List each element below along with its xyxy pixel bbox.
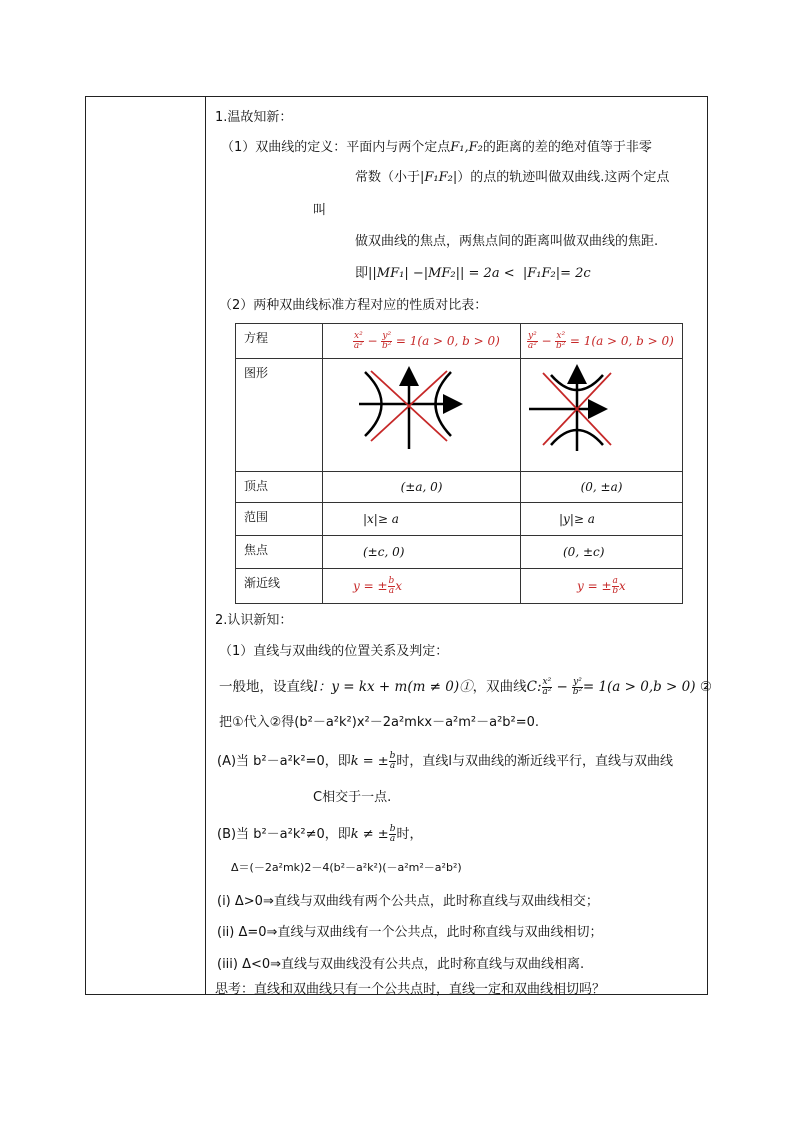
frac-num: y²: [382, 330, 392, 341]
frac-den: a: [389, 761, 396, 771]
case-a-prefix: (A)当 b²－a²k²=0，即: [217, 754, 351, 769]
case-ii-line: (ii) Δ=0⇒直线与双曲线有一个公共点，此时称直线与双曲线相切；: [217, 925, 603, 940]
table-row: [236, 472, 683, 503]
range-cell-1: |x|≥ a: [323, 503, 521, 536]
case-a-line: [217, 750, 673, 771]
asym-prefix: y = ±: [577, 578, 612, 593]
vertical-hyperbola-graph: [521, 359, 683, 468]
frac-num: x²: [354, 330, 363, 341]
focus-cell-2: (0, ±c): [521, 536, 683, 569]
case-a-k: k = ±: [350, 754, 389, 769]
think-question: 思考：直线和双曲线只有一个公共点时，直线一定和双曲线相切吗？: [215, 982, 606, 997]
discriminant-line: Δ＝(－2a²mk)2－4(b²－a²k²)(－a²m²－a²b²): [231, 861, 462, 874]
row-label: 渐近线: [236, 569, 323, 604]
case-b-prefix: (B)当 b²－a²k²≠0，即: [217, 827, 351, 842]
line5-formula: ||MF₁| −|MF₂|| = 2a <: [368, 266, 515, 281]
vertex-cell-1: (±a, 0): [323, 472, 521, 503]
equation-cell-1: $\frac{\text{x²}}{\text{a²}}$ − $\frac{\text{y²}}{\text{b²}}$ = 1(a > 0, b > 0): [323, 324, 521, 359]
frac-den: b²: [556, 340, 566, 351]
frac-num: y²: [528, 330, 537, 341]
line2-prefix: 常数（小于: [355, 170, 421, 185]
graph-cell-vertical: [521, 359, 683, 472]
case-b-k: k ≠ ±: [350, 827, 389, 842]
frac-den: a²: [527, 340, 537, 351]
property-table: [235, 323, 683, 604]
definition-prefix: （1）双曲线的定义：平面内与两个定点: [221, 140, 451, 155]
row-label: 顶点: [236, 472, 323, 503]
equation-tail: = 1(a > 0, b > 0): [392, 333, 500, 348]
case-a-suffix: 时，直线l与双曲线的渐近线平行，直线与双曲线: [396, 754, 674, 769]
horizontal-hyperbola-graph: [323, 359, 521, 468]
section1-heading: 1.温故知新：: [215, 110, 293, 125]
table-row: [236, 359, 683, 472]
line2-suffix: ）的点的轨迹叫做双曲线.这两个定点: [457, 170, 670, 185]
row-label: 范围: [236, 503, 323, 536]
fraction: [527, 332, 538, 351]
definition-line-3: 叫: [313, 203, 327, 218]
definition-line-5: [355, 262, 591, 281]
definition-line-1: [221, 136, 652, 155]
circled-two: ②: [699, 679, 712, 695]
definition-line-4: 做双曲线的焦点，两焦点间的距离叫做双曲线的焦距.: [355, 234, 659, 249]
frac-den: b²: [382, 340, 392, 351]
table-row: [236, 569, 683, 604]
frac-den: b²: [572, 686, 583, 697]
fraction: [353, 332, 364, 351]
row-label: 焦点: [236, 536, 323, 569]
column-divider: [205, 97, 206, 994]
general-prefix: 一般地，设直线: [219, 679, 314, 695]
line2-abs: |F₁F₂|: [420, 170, 458, 185]
frac-num: y²: [573, 676, 582, 687]
section2-heading: 2.认识新知：: [215, 613, 293, 628]
frac-num: b: [389, 824, 396, 834]
frac-num: x²: [556, 330, 566, 341]
fraction: [555, 332, 566, 351]
vertex-cell-2: (0, ±a): [521, 472, 683, 503]
definition-line-2: [355, 166, 669, 185]
focus-cell-1: (±c, 0): [323, 536, 521, 569]
fraction: [572, 678, 583, 697]
equation-cell-2: $\frac{\text{y²}}{\text{a²}}$ − $\frac{\text{x²}}{\text{b²}}$ = 1(a > 0, b > 0): [521, 324, 683, 359]
foci-symbols: F₁,F₂: [450, 140, 483, 155]
fraction: [612, 577, 619, 596]
table-row: [236, 503, 683, 536]
case-i-line: (i) Δ>0⇒直线与双曲线有两个公共点，此时称直线与双曲线相交；: [217, 894, 599, 909]
asym-suffix: x: [618, 578, 626, 593]
case-b-suffix: 时，: [396, 827, 423, 842]
curve-prefix: C:: [526, 679, 542, 695]
curve-tail: = 1(a > 0,b > 0): [582, 679, 696, 695]
fraction: [542, 678, 553, 697]
fraction: [381, 332, 392, 351]
row-label: 方程: [236, 324, 323, 359]
line5-prefix: 即: [355, 266, 369, 281]
asymptote-cell-1: [323, 569, 521, 604]
frac-den: a²: [542, 686, 552, 697]
table-row: [236, 324, 683, 359]
frac-num: a: [612, 575, 618, 586]
line5-tail: |F₁F₂|= 2c: [522, 266, 591, 281]
definition-suffix: 的距离的差的绝对值等于非零: [482, 140, 652, 155]
asymptote-cell-2: [521, 569, 683, 604]
frac-den: a²: [353, 340, 363, 351]
frac-num: b: [389, 751, 396, 761]
frac-den: b: [612, 585, 619, 596]
general-setup-line: 一般地，设直线l：y = kx + m(m ≠ 0)①，双曲线C: $\frac{\text{x²}}{\text{a²}}$ − $\frac{\text{y²}}{\text{b²}}$ = 1(a > 0,b > 0) ②: [219, 676, 712, 697]
equation-tail: = 1(a > 0, b > 0): [566, 333, 674, 348]
graph-cell-horizontal: [323, 359, 521, 472]
case-a-line-2: C相交于一点.: [313, 790, 392, 805]
asym-suffix: x: [395, 578, 403, 593]
row-label: 图形: [236, 359, 323, 472]
case-b-line: [217, 823, 422, 844]
frac-den: a: [389, 834, 396, 844]
case-iii-line: (iii) Δ<0⇒直线与双曲线没有公共点，此时称直线与双曲线相离.: [217, 957, 585, 972]
section2-subheading: （1）直线与双曲线的位置关系及判定：: [219, 644, 449, 659]
range-cell-2: |y|≥ a: [521, 503, 683, 536]
table-row: [236, 536, 683, 569]
general-mid: ，双曲线: [472, 679, 527, 695]
substitution-line: 把①代入②得(b²－a²k²)x²－2a²mkx－a²m²－a²b²=0.: [219, 715, 540, 730]
frac-num: x²: [542, 676, 552, 687]
frac-den: a: [388, 585, 395, 596]
frac-num: b: [388, 575, 395, 586]
line-equation: l：y = kx + m(m ≠ 0)①: [313, 679, 473, 695]
table-title: （2）两种双曲线标准方程对应的性质对比表：: [219, 298, 488, 313]
asym-prefix: y = ±: [353, 578, 388, 593]
